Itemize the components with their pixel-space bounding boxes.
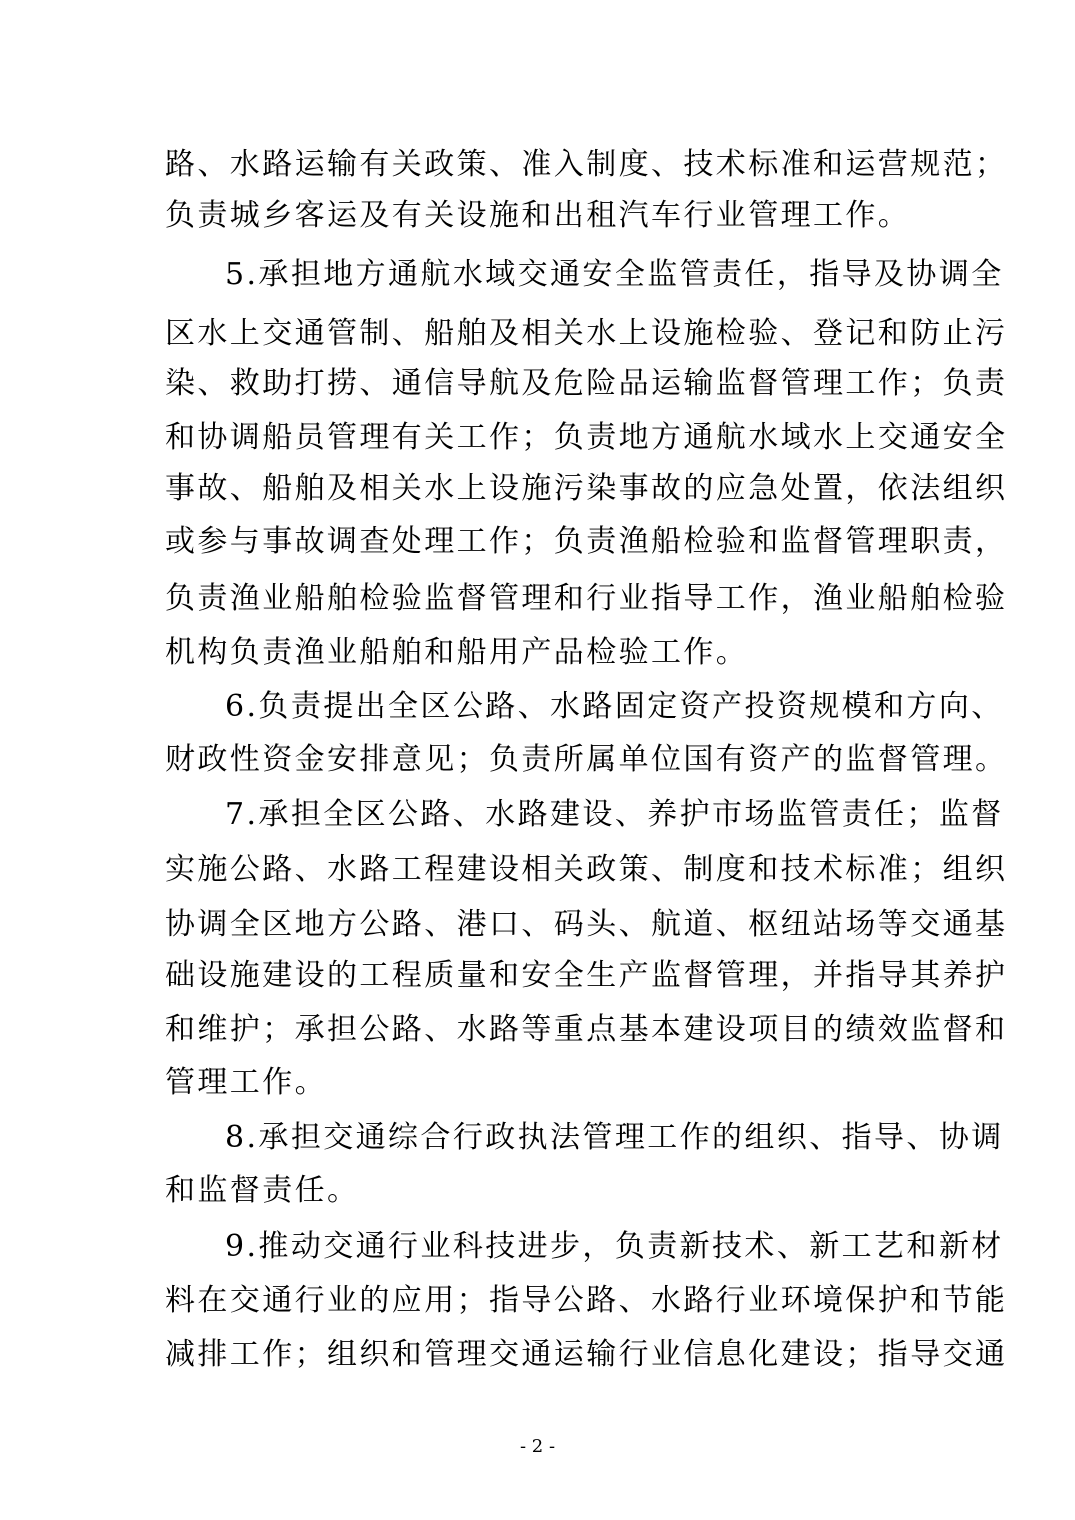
text-line-4: 区水上交通管制、船舶及相关水上设施检验、登记和防止污 <box>165 316 1008 351</box>
page-number: - 2 - <box>519 1436 556 1457</box>
paragraph-6-start: 6.负责提出全区公路、水路固定资产投资规模和方向、 <box>225 689 1004 724</box>
text-line-17: 和维护；承担公路、水路等重点基本建设项目的绩效监督和 <box>165 1012 1008 1047</box>
text-line-10: 机构负责渔业船舶和船用产品检验工作。 <box>165 635 749 670</box>
text-line-15: 协调全区地方公路、港口、码头、航道、枢纽站场等交通基 <box>165 907 1008 942</box>
text-line-7: 事故、船舶及相关水上设施污染事故的应急处置，依法组织 <box>165 471 1008 506</box>
text-line-20: 和监督责任。 <box>165 1173 360 1208</box>
text-line-23: 减排工作；组织和管理交通运输行业信息化建设；指导交通 <box>165 1337 1008 1372</box>
text-line-9: 负责渔业船舶检验监督管理和行业指导工作，渔业船舶检验 <box>165 581 1008 616</box>
paragraph-7-start: 7.承担全区公路、水路建设、养护市场监管责任；监督 <box>225 797 1004 832</box>
text-line-12: 财政性资金安排意见；负责所属单位国有资产的监督管理。 <box>165 742 1008 777</box>
text-line-2: 负责城乡客运及有关设施和出租汽车行业管理工作。 <box>165 198 911 233</box>
paragraph-5-start: 5.承担地方通航水域交通安全监管责任，指导及协调全 <box>225 257 1004 292</box>
text-line-14: 实施公路、水路工程建设相关政策、制度和技术标准；组织 <box>165 852 1008 887</box>
text-line-5: 染、救助打捞、通信导航及危险品运输监督管理工作；负责 <box>165 366 1008 401</box>
text-line-22: 料在交通行业的应用；指导公路、水路行业环境保护和节能 <box>165 1283 1008 1318</box>
text-line-1: 路、水路运输有关政策、准入制度、技术标准和运营规范； <box>165 147 1008 182</box>
paragraph-8-start: 8.承担交通综合行政执法管理工作的组织、指导、协调 <box>225 1120 1004 1155</box>
text-line-8: 或参与事故调查处理工作；负责渔船检验和监督管理职责， <box>165 524 1008 559</box>
text-line-18: 管理工作。 <box>165 1065 327 1100</box>
text-line-16: 础设施建设的工程质量和安全生产监督管理，并指导其养护 <box>165 958 1008 993</box>
paragraph-9-start: 9.推动交通行业科技进步，负责新技术、新工艺和新材 <box>225 1229 1004 1264</box>
text-line-6: 和协调船员管理有关工作；负责地方通航水域水上交通安全 <box>165 420 1008 455</box>
